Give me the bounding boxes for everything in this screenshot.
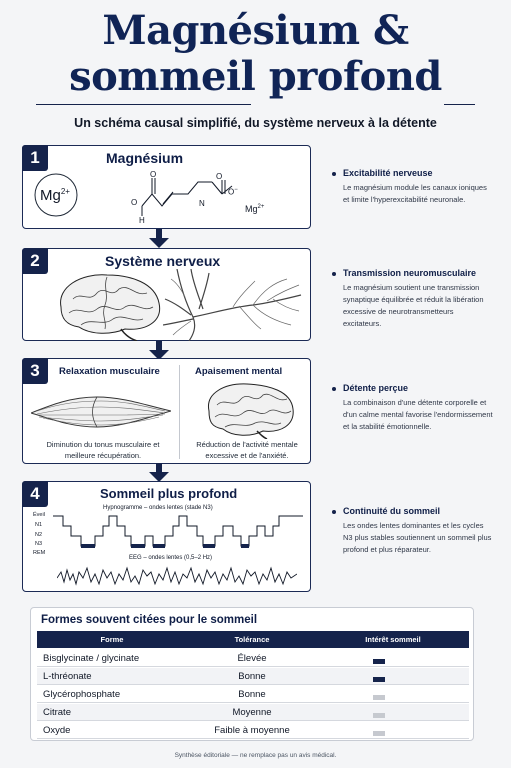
side-note-title: Transmission neuromusculaire — [343, 268, 477, 278]
step-magnesium — [22, 145, 311, 229]
footer-disclaimer: Synthèse éditoriale — ne remplace pas un avis médical. — [174, 752, 337, 759]
brain-icon — [51, 269, 171, 341]
form-cell: L-thréonate — [43, 671, 92, 682]
rating-bar-empty — [373, 713, 385, 718]
atom-o-left: O — [131, 198, 138, 207]
atom-h: H — [139, 216, 145, 225]
step-number: 3 — [22, 358, 48, 384]
rating-bar-filled — [373, 677, 385, 682]
step-relaxation — [22, 358, 311, 464]
muscle-icon — [31, 387, 171, 437]
form-cell: Oxyde — [43, 725, 71, 736]
side-bullet — [332, 387, 336, 391]
mental-calm-title: Apaisement mental — [195, 366, 283, 377]
title-line-2: sommeil profond — [69, 53, 442, 100]
side-note-title: Excitabilité nerveuse — [343, 168, 433, 178]
table-row — [37, 668, 469, 685]
step-nervous-system — [22, 248, 311, 341]
eeg-label: EEG – ondes lentes (0,5–2 Hz) — [129, 555, 213, 561]
rating-bar-filled — [373, 659, 385, 664]
table-header — [37, 631, 469, 648]
tolerance-cell: Moyenne — [232, 707, 272, 718]
arrow-down-icon — [148, 463, 170, 483]
side-note-text: Le magnésium module les canaux ioniques et limite l'hyperexcitabilité neuronale. — [343, 183, 487, 204]
stage-label: REM — [33, 550, 46, 556]
step-number: 4 — [22, 481, 48, 507]
title-rule-right — [444, 104, 475, 105]
table-row — [37, 722, 469, 739]
mg-circle-label: $Mg^{2+}$ — [40, 187, 70, 204]
form-cell: Glycérophosphate — [43, 689, 121, 700]
muscle-caption: Diminution du tonus musculaire et meilleure récupération. — [46, 440, 160, 460]
atom-o-top: O — [150, 170, 157, 179]
step-title: Système nerveux — [105, 253, 221, 269]
table-row — [37, 650, 469, 667]
atom-n: N — [199, 199, 205, 208]
step-divider — [179, 365, 180, 459]
side-note-title: Continuité du sommeil — [343, 506, 441, 516]
step-title: Magnésium — [106, 150, 184, 166]
form-cell: Bisglycinate / glycinate — [43, 653, 140, 664]
eeg-wave-chart — [57, 564, 297, 588]
muscle-relaxation-title: Relaxation musculaire — [59, 366, 160, 377]
table-row — [37, 686, 469, 703]
glycinate-molecule-icon — [128, 164, 268, 224]
stage-label: N2 — [35, 532, 43, 538]
forms-table-title: Formes souvent citées pour le sommeil — [41, 614, 258, 626]
side-bullet — [332, 172, 336, 176]
stage-label: Éveil — [33, 512, 45, 518]
side-note-text: La combinaison d'une détente corporelle et d'un calme mental favorise l'endormissement et la stabilité émotionnelle. — [343, 398, 493, 431]
page-title — [0, 8, 511, 100]
step-title: Sommeil plus profond — [100, 486, 238, 501]
forms-table-card — [30, 607, 474, 741]
calm-brain-icon — [201, 381, 297, 439]
tolerance-cell: Bonne — [238, 671, 266, 682]
tolerance-cell: Faible à moyenne — [214, 725, 290, 736]
rating-bar-empty — [373, 731, 385, 736]
mg-ion-label: $Mg^{2+}$ — [245, 204, 265, 214]
side-note-text: Le magnésium soutient une transmission synaptique équilibrée et réduit la libération excessive de neurotransmetteurs excitateurs. — [343, 283, 484, 328]
hypnogram-chart — [53, 510, 303, 560]
arrow-down-icon — [148, 229, 170, 249]
stage-label: N3 — [35, 541, 43, 547]
step-number: 2 — [22, 248, 48, 274]
side-note-title: Détente perçue — [343, 383, 409, 393]
hypnogram-label: Hypnogramme – ondes lentes (stade N3) — [103, 505, 213, 511]
tolerance-cell: Bonne — [238, 689, 266, 700]
page-subtitle: Un schéma causal simplifié, du système nerveux à la détente — [74, 116, 437, 130]
neuron-icon — [163, 269, 303, 341]
column-header: Tolérance — [234, 635, 270, 644]
side-bullet — [332, 272, 336, 276]
table-row — [37, 704, 469, 721]
side-bullet — [332, 510, 336, 514]
side-note-text: Les ondes lentes dominantes et les cycles N3 plus stables soutiennent un sommeil plus profond et plus réparateur. — [343, 521, 492, 554]
mental-caption: Réduction de l'activité mentale excessive et de l'anxiété. — [196, 440, 298, 460]
column-header: Intérêt sommeil — [365, 635, 421, 644]
atom-o-minus: O− — [228, 187, 238, 197]
step-number: 1 — [22, 145, 48, 171]
stage-label: N1 — [35, 522, 43, 528]
form-cell: Citrate — [43, 707, 71, 718]
atom-o-carboxyl: O — [216, 172, 223, 181]
step-deep-sleep — [22, 481, 311, 592]
title-line-1: Magnésium & — [102, 7, 409, 54]
rating-bar-empty — [373, 695, 385, 700]
tolerance-cell: Élevée — [237, 653, 267, 664]
title-rule-left — [36, 104, 251, 105]
column-header: Forme — [100, 635, 124, 644]
